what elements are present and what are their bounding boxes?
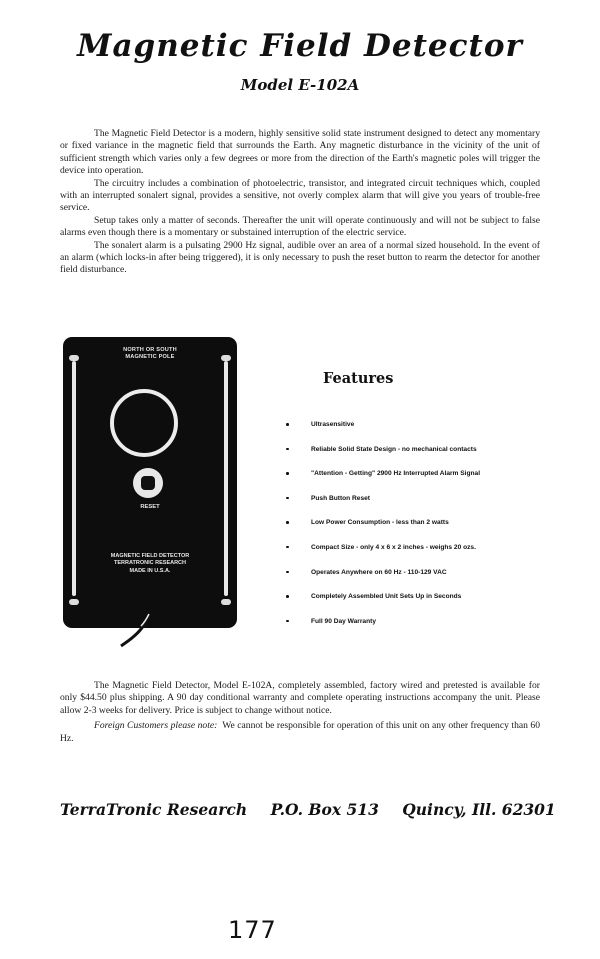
bullet-icon [286, 595, 289, 598]
bullet-icon [286, 521, 289, 524]
intro-paragraph: Setup takes only a matter of seconds. Thereafter the unit will operate continuously and will not be subject to false alarms even though there is a momentary or substained interruption of the electric service. [60, 214, 540, 239]
rod-cap [69, 355, 79, 361]
foreign-note-text: We cannot be responsible for operation of this unit on any other frequency than 60 Hz. [60, 720, 541, 744]
feature-item [284, 492, 584, 517]
foreign-note [60, 720, 540, 745]
intro-text [60, 128, 540, 277]
device-label-line: NORTH OR SOUTH [123, 347, 177, 353]
intro-paragraph: The sonalert alarm is a pulsating 2900 Hz signal, audible over an area of a normal sized household. In the event of an alarm (which locks-in after being triggered), it is only necessary to push the reset button to rearm the detector for another field disturbance. [60, 239, 540, 276]
feature-text: Compact Size - only 4 x 6 x 2 inches - weighs 20 ozs. [311, 543, 476, 551]
features-heading: Features [323, 370, 394, 387]
power-cord-icon [119, 612, 169, 662]
right-rod [224, 361, 228, 596]
rod-cap [69, 599, 79, 605]
rod-cap [221, 599, 231, 605]
po-box: P.O. Box 513 [270, 800, 379, 819]
feature-text: Reliable Solid State Design - no mechanical contacts [311, 445, 477, 453]
order-paragraph: The Magnetic Field Detector, Model E-102A, completely assembled, factory wired and pretested is available for only $44.50 plus shipping. A 90 day conditional warranty and complete operating instructions accompany the unit. Please allow 2-3 weeks for delivery. Price is subject to change without notice. [60, 680, 540, 716]
left-rod [72, 361, 76, 596]
document-title: Magnetic Field Detector [77, 28, 523, 64]
device-top-label [93, 347, 207, 361]
feature-item [284, 615, 584, 640]
device-label-line: MADE IN U.S.A. [129, 567, 171, 574]
model-subtitle: Model E-102A [240, 76, 360, 94]
feature-text: Low Power Consumption - less than 2 watts [311, 519, 449, 527]
feature-item [284, 590, 584, 615]
device-photo [63, 337, 237, 628]
bullet-icon [286, 620, 289, 623]
rod-cap [221, 355, 231, 361]
device-label-line: MAGNETIC FIELD DETECTOR [110, 553, 190, 559]
device-bottom-label [79, 553, 221, 575]
feature-item [284, 541, 584, 566]
feature-item [284, 516, 584, 541]
page-number: 177 [228, 916, 277, 944]
feature-text: Full 90 Day Warranty [311, 617, 376, 625]
bullet-icon [286, 571, 289, 574]
reset-button [133, 468, 163, 498]
foreign-note-label: Foreign Customers please note: [94, 720, 218, 732]
company-name: TerraTronic Research [60, 800, 248, 819]
intro-paragraph: The circuitry includes a combination of photoelectric, transistor, and integrated circuit techniques which, coupled with an interrupted sonalert signal, provides a sensitive, not overly complex alarm that will give you years of trouble-free service. [60, 177, 540, 214]
features-list [284, 418, 584, 639]
feature-text: Operates Anywhere on 60 Hz - 110-129 VAC [311, 568, 447, 576]
bullet-icon [286, 423, 289, 426]
feature-item [284, 443, 584, 468]
device-label-line: MAGNETIC POLE [125, 354, 175, 360]
meter-dial [110, 389, 178, 457]
bullet-icon [286, 472, 289, 475]
bullet-icon [286, 448, 289, 451]
bullet-icon [286, 546, 289, 549]
city: Quincy, Ill. 62301 [402, 800, 556, 819]
feature-text: Completely Assembled Unit Sets Up in Seconds [311, 593, 462, 601]
feature-item [284, 467, 584, 492]
feature-text: Ultrasensitive [311, 421, 355, 428]
feature-text: Push Button Reset [311, 494, 370, 502]
footer-address [60, 800, 580, 819]
feature-item [284, 566, 584, 591]
order-text [60, 680, 540, 745]
feature-text: "Attention - Getting" 2900 Hz Interrupted Alarm Signal [311, 470, 481, 478]
reset-label: RESET [140, 504, 160, 510]
bullet-icon [286, 497, 289, 500]
feature-item [284, 418, 584, 443]
intro-paragraph: The Magnetic Field Detector is a modern, highly sensitive solid state instrument designed to detect any momentary or fixed variance in the magnetic field that surrounds the Earth. Any magnetic disturbance in the vicinity of the unit of sufficient strength which varies only a few degrees or more from the direction of the Earth's magnetic poles will trigger the device into operation. [60, 128, 540, 177]
device-label-line: TERRATRONIC RESEARCH [113, 560, 186, 567]
